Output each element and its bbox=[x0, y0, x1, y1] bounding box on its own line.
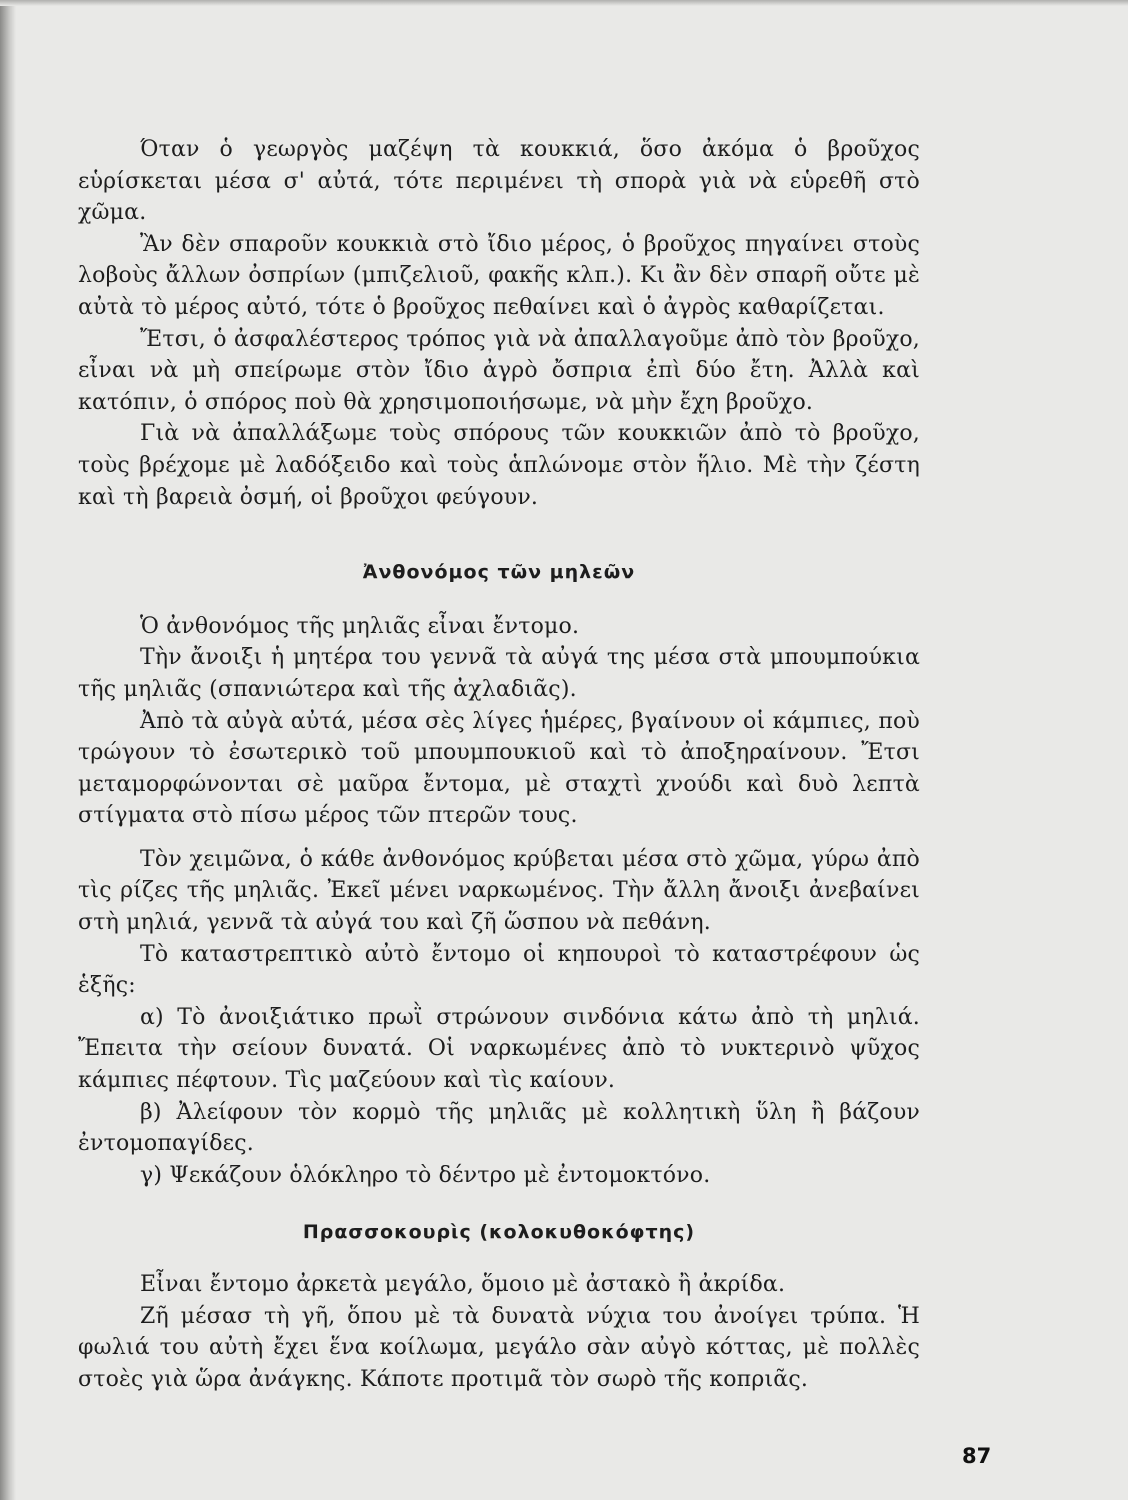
paragraph: Ἀπὸ τὰ αὐγὰ αὐτά, μέσα σὲς λίγες ἡμέρες, βγαίνουν οἱ κάμπιες, ποὺ τρώγουν τὸ ἐσωτερικὸ τοῦ μπουμπουκιοῦ καὶ τὸ ἀποξηραίνουν. Ἔτσι μεταμορφώνονται σὲ μαῦρα ἔντομα, μὲ σταχτὶ χνούδι καὶ δυὸ λεπτὰ στίγματα στὸ πίσω μέρος τῶν πτερῶν τους. bbox=[78, 708, 920, 829]
page-number: 87 bbox=[962, 1444, 992, 1468]
paragraph: Ἂν δὲν σπαροῦν κουκκιὰ στὸ ἴδιο μέρος, ὁ βροῦχος πηγαίνει στοὺς λοβοὺς ἄλλων ὀσπρίων (μπιζελιοῦ, φακῆς κλπ.). Κι ἂν δὲν σπαρῆ οὔτε μὲ αὐτὰ τὸ μέρος αὐτό, τότε ὁ βροῦχος πεθαίνει καὶ ὁ ἀγρὸς καθαρίζεται. bbox=[78, 231, 920, 320]
paragraph: Ὁ ἀνθονόμος τῆς μηλιᾶς εἶναι ἔντομο. bbox=[140, 613, 580, 639]
page-binding-edge bbox=[0, 0, 16, 1500]
list-item: γ) Ψεκάζουν ὁλόκληρο τὸ δέντρο μὲ ἐντομοκτόνο. bbox=[140, 1162, 711, 1188]
section-heading: Ἀνθονόμος τῶν μηλεῶν bbox=[362, 561, 636, 584]
paragraph: Ἔτσι, ὁ ἀσφαλέστερος τρόπος γιὰ νὰ ἀπαλλαγοῦμε ἀπὸ τὸν βροῦχο, εἶναι νὰ μὴ σπείρωμε στὸν ἴδιο ἀγρὸ ὄσπρια ἐπὶ δύο ἔτη. Ἀλλὰ καὶ κατόπιν, ὁ σπόρος ποὺ θὰ χρησιμοποιήσωμε, νὰ μὴν ἔχη βροῦχο. bbox=[78, 326, 920, 415]
paragraph: Τὴν ἄνοιξι ἡ μητέρα του γεννᾶ τὰ αὐγά της μέσα στὰ μπουμπούκια τῆς μηλιᾶς (σπανιώτερα καὶ τῆς ἀχλαδιᾶς). bbox=[78, 645, 920, 702]
list-item: β) Ἀλείφουν τὸν κορμὸ τῆς μηλιᾶς μὲ κολλητικὴ ὕλη ἢ βάζουν ἐντομοπαγίδες. bbox=[78, 1099, 920, 1157]
paragraph: Όταν ὁ γεωργὸς μαζέψη τὰ κουκκιά, ὅσο ἀκόμα ὁ βροῦχος εὑρίσκεται μέσα σ' αὐτά, τότε περιμένει τὴ σπορὰ γιὰ νὰ εὑρεθῆ στὸ χῶμα. bbox=[78, 137, 920, 226]
book-page-text bbox=[78, 134, 920, 1395]
paragraph: Γιὰ νὰ ἀπαλλάξωμε τοὺς σπόρους τῶν κουκκιῶν ἀπὸ τὸ βροῦχο, τοὺς βρέχομε μὲ λαδόξειδο καὶ τοὺς ἁπλώνομε στὸν ἥλιο. Μὲ τὴν ζέστη καὶ τὴ βαρειὰ ὀσμή, οἱ βροῦχοι φεύγουν. bbox=[78, 421, 920, 510]
paragraph: Ζῆ μέσασ τὴ γῆ, ὅπου μὲ τὰ δυνατὰ νύχια του ἀνοίγει τρύπα. Ἡ φωλιά του αὐτὴ ἔχει ἕνα κοίλωμα, μεγάλο σὰν αὐγὸ κόττας, μὲ πολλὲς στοὲς γιὰ ὥρα ἀνάγκης. Κάποτε προτιμᾶ τὸν σωρὸ τῆς κοπριᾶς. bbox=[78, 1303, 920, 1392]
paragraph: Εἶναι ἔντομο ἀρκετὰ μεγάλο, ὅμοιο μὲ ἀστακὸ ἢ ἀκρίδα. bbox=[140, 1272, 786, 1297]
paragraph: Τὸν χειμῶνα, ὁ κάθε ἀνθονόμος κρύβεται μέσα στὸ χῶμα, γύρω ἀπὸ τὶς ρίζες τῆς μηλιᾶς. Ἐκεῖ μένει ναρκωμένος. Τὴν ἄλλη ἄνοιξι ἀνεβαίνει στὴ μηλιά, γεννᾶ τὰ αὐγά του καὶ ζῆ ὥσπου νὰ πεθάνη. bbox=[78, 846, 920, 936]
paragraph: Τὸ καταστρεπτικὸ αὐτὸ ἔντομο οἱ κηπουροὶ τὸ καταστρέφουν ὡς ἑξῆς: bbox=[78, 941, 920, 999]
list-item: α) Τὸ ἀνοιξιάτικο πρωῒ στρώνουν σινδόνια κάτω ἀπὸ τὴ μηλιά. Ἔπειτα τὴν σείουν δυνατά. Οἱ ναρκωμένες ἀπὸ τὸ νυκτερινὸ ψῦχος κάμπιες πέφτουν. Τὶς μαζεύουν καὶ τὶς καίουν. bbox=[78, 1004, 920, 1094]
section-heading: Πρασσοκουρὶς (κολοκυθοκόφτης) bbox=[302, 1221, 696, 1244]
page-top-edge bbox=[0, 0, 1128, 6]
